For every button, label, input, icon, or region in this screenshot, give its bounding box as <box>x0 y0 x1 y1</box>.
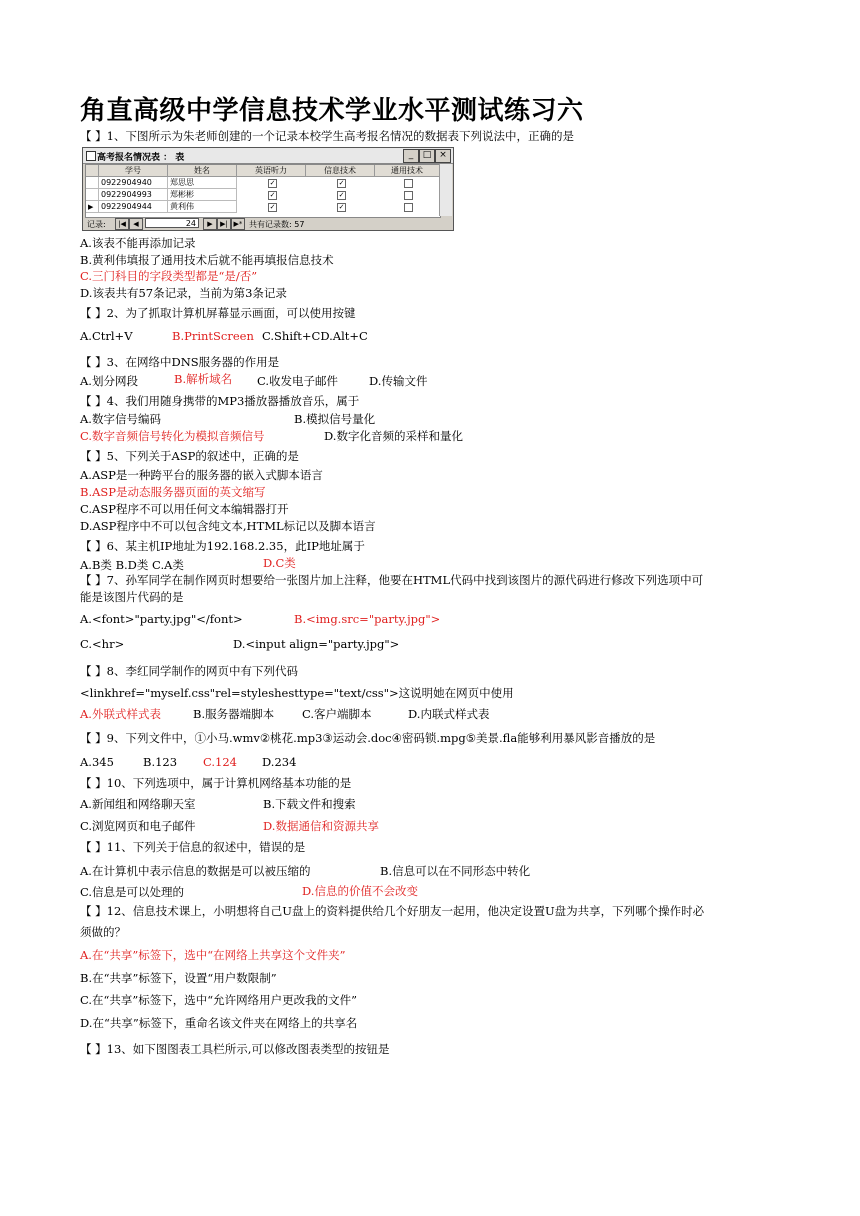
record-label: 记录: <box>87 220 106 229</box>
checkbox-unchecked <box>404 179 413 188</box>
table-cell: 0922904940 <box>99 177 168 189</box>
question-8-stem: 【 】8、李红同学制作的网页中有下列代码 <box>80 664 298 678</box>
q11-option-c: C.信息是可以处理的 <box>80 885 185 899</box>
next-record-icon: ▶ <box>203 218 217 230</box>
question-9-stem: 【 】9、下列文件中，①小马.wmv②桃花.mp3③运动会.doc④密码锁.mpg⑤美景.fla能够利用暴风影音播放的是 <box>80 731 656 745</box>
question-10-stem: 【 】10、下列选项中，属于计算机网络基本功能的是 <box>80 776 352 790</box>
checkbox-checked: ✓ <box>269 191 276 199</box>
q8-option-c: C.客户端脚本 <box>302 707 372 721</box>
table-grid <box>85 164 441 218</box>
q5-option-a: A.ASP是一种跨平台的服务器的嵌入式脚本语言 <box>80 468 323 482</box>
q4-option-a: A.数字信号编码 <box>80 412 161 426</box>
q9-option-c-answer: C.124 <box>203 755 237 769</box>
question-4-stem: 【 】4、我们用随身携带的MP3播放器播放音乐，属于 <box>80 394 360 408</box>
q4-option-b: B.模拟信号量化 <box>294 412 376 426</box>
question-6-stem: 【 】6、某主机IP地址为192.168.2.35，此IP地址属于 <box>80 539 365 553</box>
q10-option-a: A.新闻组和网络聊天室 <box>80 797 196 811</box>
q9-option-b: B.123 <box>143 755 178 769</box>
q4-option-d: D.数字化音频的采样和量化 <box>324 429 463 443</box>
question-3-stem: 【 】3、在网络中DNS服务器的作用是 <box>80 355 280 369</box>
row-selector-header <box>86 165 99 177</box>
q11-option-d-answer: D.信息的价值不会改变 <box>302 884 418 898</box>
new-record-icon: ▶* <box>231 218 245 230</box>
q6-options-abc: A.B类 B.D类 C.A类 <box>80 558 184 572</box>
q10-option-c: C.浏览网页和电子邮件 <box>80 819 196 833</box>
table-cell: 0922904993 <box>99 189 168 201</box>
question-7-stem-line1: 【 】7、孙军同学在制作网页时想要给一张图片加上注释，他要在HTML代码中找到该图片的源代码进行修改下列选项中可 <box>80 573 704 587</box>
q6-option-d-answer: D.C类 <box>263 556 296 570</box>
checkbox-checked: ✓ <box>338 179 345 187</box>
question-5-stem: 【 】5、下列关于ASP的叙述中，正确的是 <box>80 449 299 463</box>
q10-option-d-answer: D.数据通信和资源共享 <box>263 819 379 833</box>
checkbox-checked: ✓ <box>338 191 345 199</box>
q12-option-b: B.在“共享”标签下，设置“用户数限制” <box>80 971 277 985</box>
table-cell: 郑彬彬 <box>168 189 237 201</box>
q7-option-d: D.<input align="party.jpg"> <box>233 637 400 651</box>
column-header: 信息技术 <box>306 165 375 177</box>
column-header: 学号 <box>99 165 168 177</box>
table-cell: 郑思思 <box>168 177 237 189</box>
q8-option-a-answer: A.外联式样式表 <box>80 707 161 721</box>
q8-option-b: B.服务器端脚本 <box>193 707 275 721</box>
q2-option-a: A.Ctrl+V <box>80 329 133 343</box>
table-window-title: 高考报名情况表 ： 表 <box>97 153 185 163</box>
table-icon <box>86 151 96 161</box>
question-7-stem-line2: 能是该图片代码的是 <box>80 590 184 604</box>
q7-option-c: C.<hr> <box>80 637 125 651</box>
q2-option-b-answer: B.PrintScreen <box>172 329 254 343</box>
row-selector <box>86 177 99 189</box>
q12-option-a-answer: A.在“共享”标签下，选中“在网络上共享这个文件夹” <box>80 948 346 962</box>
table-cell: 0922904944 <box>99 201 168 213</box>
table-window-titlebar <box>83 148 453 164</box>
q3-option-c: C.收发电子邮件 <box>257 374 339 388</box>
question-12-stem-line1: 【 】12、信息技术课上，小明想将自己U盘上的资料提供给几个好朋友一起用，他决定设置U盘为共享，下列哪个操作时必 <box>80 904 705 918</box>
table-window-image <box>82 147 454 231</box>
q1-option-b: B.黄利伟填报了通用技术后就不能再填报信息技术 <box>80 253 334 267</box>
q4-option-c-answer: C.数字音频信号转化为模拟音频信号 <box>80 429 265 443</box>
record-navigator <box>85 218 451 230</box>
question-11-stem: 【 】11、下列关于信息的叙述中，错误的是 <box>80 840 306 854</box>
maximize-icon: □ <box>419 149 435 163</box>
q9-option-d: D.234 <box>262 755 297 769</box>
q11-option-b: B.信息可以在不同形态中转化 <box>380 864 531 878</box>
q3-option-a: A.划分网段 <box>80 374 138 388</box>
q7-option-a: A.<font>"party.jpg"</font> <box>80 612 243 626</box>
record-count: 共有记录数: 57 <box>249 220 305 229</box>
q5-option-b-answer: B.ASP是动态服务器页面的英文缩写 <box>80 485 266 499</box>
q10-option-b: B.下载文件和搜索 <box>263 797 356 811</box>
page-title: 角直高级中学信息技术学业水平测试练习六 <box>80 96 584 126</box>
q1-option-c-answer: C.三门科目的字段类型都是“是/否” <box>80 269 258 283</box>
prev-record-icon: ◀ <box>129 218 143 230</box>
q3-option-b-answer: B.解析域名 <box>174 372 233 386</box>
current-row-pointer-icon: ▶ <box>86 201 99 213</box>
vertical-scrollbar <box>439 164 452 216</box>
q7-option-b-answer: B.<img.src="party.jpg"> <box>294 612 441 626</box>
q1-option-a: A.该表不能再添加记录 <box>80 236 196 250</box>
row-selector <box>86 189 99 201</box>
q1-option-d: D.该表共有57条记录，当前为第3条记录 <box>80 286 287 300</box>
q8-code: <linkhref="myself.css"rel=styleshesttype="text/css">这说明她在网页中使用 <box>80 686 514 700</box>
q2-option-cd: C.Shift+CD.Alt+C <box>262 329 368 343</box>
q5-option-d: D.ASP程序中不可以包含纯文本,HTML标记以及脚本语言 <box>80 519 376 533</box>
q5-option-c: C.ASP程序不可以用任何文本编辑器打开 <box>80 502 289 516</box>
q8-option-d: D.内联式样式表 <box>408 707 490 721</box>
question-1-stem: 【 】1、下图所示为朱老师创建的一个记录本校学生高考报名情况的数据表下列说法中，正确的是 <box>80 129 574 143</box>
column-header: 姓名 <box>168 165 237 177</box>
q11-option-a: A.在计算机中表示信息的数据是可以被压缩的 <box>80 864 311 878</box>
checkbox-checked: ✓ <box>269 203 276 211</box>
close-icon: × <box>435 149 451 163</box>
q9-option-a: A.345 <box>80 755 114 769</box>
column-header: 英语听力 <box>237 165 306 177</box>
minimize-icon: _ <box>403 149 419 163</box>
first-record-icon: |◀ <box>115 218 129 230</box>
question-12-stem-line2: 须做的？ <box>80 925 126 939</box>
checkbox-checked: ✓ <box>338 203 345 211</box>
q12-option-c: C.在“共享”标签下，选中“允许网络用户更改我的文件” <box>80 993 358 1007</box>
checkbox-checked: ✓ <box>269 179 276 187</box>
checkbox-unchecked <box>404 203 413 212</box>
q12-option-d: D.在“共享”标签下，重命名该文件夹在网络上的共享名 <box>80 1016 358 1030</box>
table-cell: 黄利伟 <box>168 201 237 213</box>
checkbox-unchecked <box>404 191 413 200</box>
last-record-icon: ▶| <box>217 218 231 230</box>
question-13-stem: 【 】13、如下图图表工具栏所示,可以修改图表类型的按钮是 <box>80 1042 390 1056</box>
record-number-field: 24 <box>145 218 199 228</box>
column-header: 通用技术 <box>375 165 440 177</box>
question-2-stem: 【 】2、为了抓取计算机屏幕显示画面，可以使用按键 <box>80 306 356 320</box>
q3-option-d: D.传输文件 <box>369 374 428 388</box>
